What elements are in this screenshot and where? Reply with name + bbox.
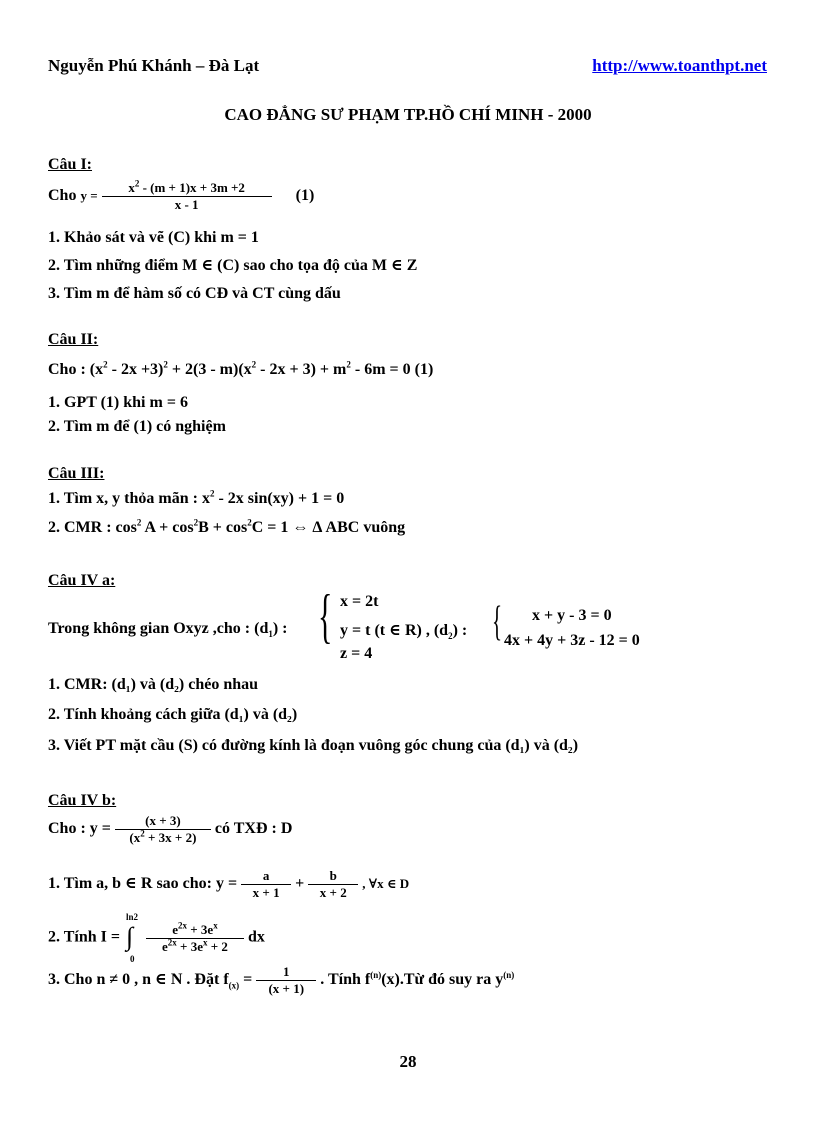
d2-line-2: 4x + 4y + 3z - 12 = 0 <box>504 632 640 649</box>
list-item: 1. Khảo sát và vẽ (C) khi m = 1 <box>48 229 259 246</box>
list-item: 1. Tìm a, b ∈ R sao cho: y = $\frac{a}{x + 1}$ + $\frac{b}{x + 2}$ , ∀x ∈ D <box>48 868 410 900</box>
d1-intro: Trong không gian Oxyz ,cho : $(d_1)$ : <box>48 620 288 640</box>
list-item: 1. Tìm x, y thỏa mãn : $x^2 - 2x$ sin(xy) + 1 = 0 <box>48 488 345 507</box>
fraction: $\frac{(x + 3)}{(x^2 + 3x + 2)}$ <box>115 813 211 846</box>
list-item: 1. CMR: (d₁) và (d₂) chéo nhau <box>48 676 259 693</box>
cho-label: Cho <box>48 187 77 205</box>
list-item: 2. Tính khoảng cách giữa (d₁) và (d₂) <box>48 706 298 723</box>
d2-line-1: x + y - 3 = 0 <box>532 607 612 624</box>
section-heading-2: Câu II: <box>48 331 99 348</box>
d1-line-1: x = 2t <box>340 593 379 610</box>
author-name: Nguyễn Phú Khánh – Đà Lạt <box>48 56 260 75</box>
cau4b-equation: Cho : y = $\frac{(x + 3)}{(x^2 + 3x + 2)}$ có TXĐ : D <box>48 813 293 845</box>
fraction <box>102 180 272 213</box>
list-item: 2. Tính I = ln2 ∫ 0 $\frac{e^{2x} + 3e^x}{e^{2x} + 3e^x + 2}$ dx <box>48 912 265 964</box>
integral-sign: ln2 ∫ 0 <box>125 912 138 964</box>
section-heading-4a: Câu IV a: <box>48 572 116 589</box>
section-heading-1: Câu I: <box>48 156 93 173</box>
website-link[interactable]: http://www.toanthpt.net <box>592 56 767 75</box>
list-item: 3. Tìm m để hàm số có CĐ và CT cùng dấu <box>48 285 341 302</box>
cau1-equation <box>48 180 314 213</box>
list-item: 2. CMR : $\cos^2 A + \cos^2B + \cos^2C = 1$ ⇔ Δ ABC vuông <box>48 517 406 536</box>
numerator: $x^2 - (m + 1)x + 3m +2$ <box>102 180 272 197</box>
equation-number: (1) <box>295 187 315 205</box>
list-item: 2. Tìm m để (1) có nghiệm <box>48 418 226 435</box>
cau2-equation: Cho : $(x^2 - 2x +3)^2 + 2(3 - m)(x^2 - 2x + 3) + m^2 - 6m = 0$ (1) <box>48 359 434 378</box>
list-item: 3. Cho n ≠ 0 , n ∈ N . Đặt $f_{(x)}$ = $\frac{1}{(x + 1)}$ . Tính $f^{(n)}(x).Từ$ đó suy ra $y^{(n)}$ <box>48 964 515 996</box>
page-number: 28 <box>399 1052 417 1071</box>
section-heading-4b: Câu IV b: <box>48 792 117 809</box>
denominator: x - 1 <box>174 197 199 212</box>
page-title: CAO ĐẲNG SƯ PHẠM TP.HỒ CHÍ MINH - 2000 <box>224 105 592 124</box>
list-item: 1. GPT (1) khi m = 6 <box>48 394 188 411</box>
y-equals: y = <box>80 188 98 204</box>
d1-line-3: z = 4 <box>340 645 373 662</box>
list-item: 2. Tìm những điểm M ∈ (C) sao cho tọa độ của M ∈ Z <box>48 257 418 274</box>
brace-d1: { <box>318 583 333 649</box>
brace-d2: { <box>492 599 503 645</box>
d1-line-2: y = t (t ∈ R) , $(d_2)$ : <box>340 622 468 642</box>
section-heading-3: Câu III: <box>48 465 105 482</box>
list-item: 3. Viết PT mặt cầu (S) có đường kính là đoạn vuông góc chung của (d₁) và (d₂) <box>48 737 579 754</box>
